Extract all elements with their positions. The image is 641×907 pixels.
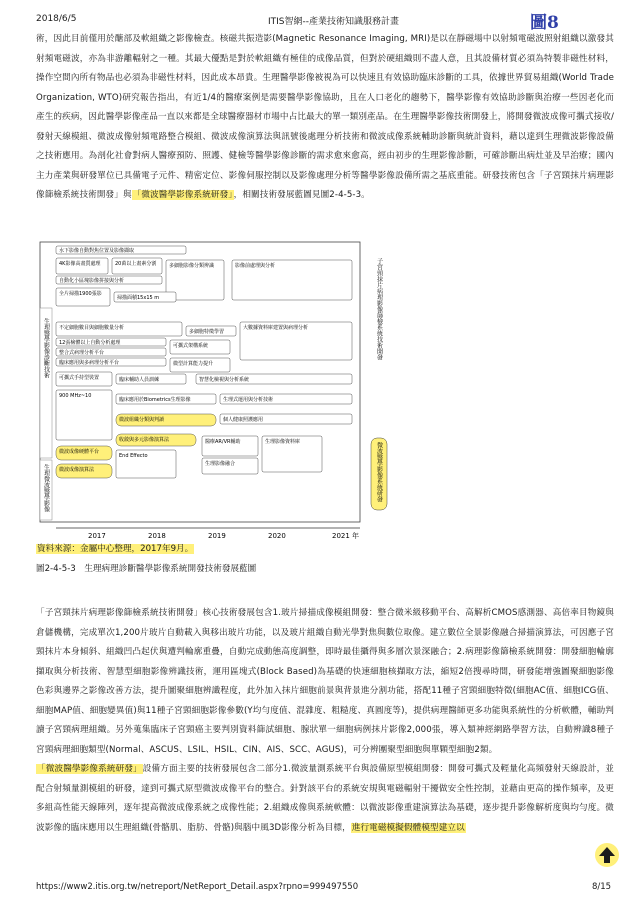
- roadmap-box-label: End Effecto: [119, 453, 148, 459]
- roadmap-box-label: 整合式病理分析平台: [59, 350, 105, 356]
- roadmap-box-label: 生理式運用與分析技術: [223, 397, 274, 403]
- year-label: 2018: [148, 532, 166, 540]
- right-label-bottom: 微波醫學影像系統研發: [375, 442, 383, 502]
- roadmap-box-label: 掃描面積15x15 m: [117, 295, 160, 301]
- header-date: 2018/6/5: [36, 14, 77, 24]
- roadmap-box-label: 可攜式架構系統: [173, 343, 209, 349]
- page-number: 8/15: [592, 882, 612, 892]
- roadmap-box-label: 12張檢體以上自動分析處理: [59, 340, 121, 346]
- roadmap-box-label: 大數據資料庫建置與病理分析: [243, 325, 309, 331]
- p2-highlight: 「微波醫學影像系統研發」: [37, 764, 142, 774]
- roadmap-box-label: 臨床應用與多病理分析平台: [59, 360, 120, 366]
- roadmap-box-label: 微波組織分類與判讀: [119, 417, 165, 423]
- roadmap-box-label: 收斂與多元影像演算法: [119, 437, 170, 443]
- p2-text: 設備方面主要的技術發展包含二部分1.微波量測系統平台與設備原型模組開發：開發可攜式及輕量化高頻發射天線設計，並配合射頻量測模組的研發，達到可攜式原型微波成像平台的整合。針對該平台的系統安規與電磁輻射干擾做安全性控制，並藉由更高的操作頻率，及更多組高性能天線陣列，逐年提高微波成像系統之成像性能；2.組織成像與系統軟體：以微波影像重建演算法為基礎，逐步提升影像解析度與均勻度。微波影像的臨床應用以生理組織(骨骼肌、脂肪、骨骼)與腦中風3D影像分析為目標，: [36, 764, 615, 833]
- year-label: 2021 年: [332, 532, 360, 540]
- left-label-1: 生理醫學影像診斷技術: [42, 318, 50, 378]
- p2-tail: 進行電磁模擬假體模型建立以: [351, 822, 465, 833]
- roadmap-box-label: 900 MHz~10: [59, 393, 92, 399]
- figure-mark: 圖8: [530, 13, 559, 33]
- roadmap-box-label: 影像前處理與分析: [235, 263, 276, 269]
- roadmap-box-label: 多細胞特徵學習: [189, 329, 225, 335]
- roadmap-box-label: 可攜式手持型裝置: [59, 375, 100, 381]
- roadmap-svg: [36, 238, 396, 540]
- roadmap-box-label: 水下影像自動對焦位置及影像擷取: [59, 248, 135, 254]
- left-label-2: 生理微波醫學影像: [42, 464, 50, 512]
- roadmap-box-label: 生理影像資料庫: [265, 439, 301, 445]
- header-org: ITIS智網--產業技術知識服務計畫: [268, 17, 400, 27]
- intro-text: 術，因此目前僅用於醣部及軟組織之影像檢查。核磁共振造影(Magnetic Resonance Imaging, MRI)是以在靜磁場中以射頻電磁波照射組織以激發其射頻電磁波，亦為非游離輻射之一種。其最大優點是對於軟組織有極佳的成像品質，但對於硬組織則不盡人意，且其設備材質必須為特製非磁性材料，操作空間內所有物品也必須為非磁性材料，因此成本昂貴。生理醫學影像被視為可以快速且有效協助臨床診斷的工具，依據世界貿易組織(World Trade Organization, WTO)研究報告指出，有近1/4的醫療案例是需要醫學影像協助，且在人口老化的趨勢下，醫學影像有效協助診斷與治療一些因老化而產生的疾病，因此醫學影像產品一直以來都是全球醫療器材市場中占比最大的單一類別產品。在生理醫學影像技術開發上，將開發微波成像可攜式接收/發射天線模組、微波成像射頻電路整合模組、微波成像演算法與訊號後處理分析技術和微波成像系統輔助診斷與統計資料，藉以達到生理微波影像設備之技術應用。為剖化社會對病人醫療預防、照護、健檢等醫學影像診斷的需求愈來愈高，經由初步的生理影像診斷，可確診斷出病灶並及早治療；國內主力產業與研發單位已具備電子元件、精密定位、影像伺服控制以及影像處理分析等醫學影像設備所需之基底重能。研發技術包含「子宮頸抹片病理影像篩檢系統技術開發」與: [36, 34, 614, 200]
- roadmap-box-label: 不定細胞數目與細胞數量分析: [59, 325, 125, 331]
- footer-url[interactable]: https://www2.itis.org.tw/netreport/NetReport_Detail.aspx?rpno=999497550: [36, 882, 359, 892]
- roadmap-box-label: 生理影像融合: [205, 461, 236, 467]
- body-paragraph-2: [36, 760, 614, 838]
- roadmap-box-label: 醫療AR/VR輔助: [205, 439, 241, 445]
- year-label: 2020: [268, 532, 286, 540]
- roadmap-box-label: 4K影像高畫質處理: [59, 261, 101, 267]
- roadmap-box-label: 智慧化檢視與分析系統: [199, 377, 250, 383]
- figure-source: [36, 542, 194, 554]
- roadmap-box-label: 臨床輔助人員訓練: [119, 377, 160, 383]
- figure-caption: 圖2-4-5-3 生理病理診斷醫學影像系統開發技術發展藍圖: [36, 564, 257, 574]
- right-label-top: 子宮頸抹片病理影像篩檢系統技術開發: [375, 258, 383, 360]
- roadmap-box-label: 自動化小區塊影像拼接與分析: [59, 278, 125, 284]
- roadmap-box-label: 微波成像硬體平台: [59, 449, 100, 455]
- intro-paragraph: [36, 30, 614, 206]
- roadmap-box-label: 臨床應用於Biometrics生理影像: [119, 397, 191, 403]
- roadmap-box-label: 多細胞影像分類辨識: [169, 263, 215, 269]
- roadmap-box-label: 20萬以上畫素分割: [115, 261, 157, 267]
- roadmap-box-label: 微型計算能力提升: [173, 361, 214, 367]
- year-label: 2017: [88, 532, 106, 540]
- roadmap-box-label: 個人健康照護應用: [223, 417, 264, 423]
- source-text: 資料來源：金屬中心整理，2017年9月。: [37, 544, 194, 554]
- page-header: [0, 8, 641, 33]
- intro-highlight: 「微波醫學影像系統研發」: [132, 190, 233, 200]
- year-label: 2019: [208, 532, 226, 540]
- roadmap-box-label: 全片掃描1900張影: [59, 291, 102, 297]
- scroll-up-icon[interactable]: [594, 842, 620, 868]
- roadmap-box-label: 微波成像演算法: [59, 467, 95, 473]
- body-paragraph-1: 「子宮頸抹片病理影像篩檢系統技術開發」核心技術發展包含1.玻片掃描成像模組開發：整合微米級移動平台、高解析CMOS感測器、高倍率目物鏡與倉儲機構，完成單次1,200片玻片自動載入與移出玻片功能，以及玻片組織自動光學對焦與數位取像。建立數位全景影像融合掃描演算法，可因應子宮頸抹片本身傾斜、組織凹凸起伏與遭判輪廓重疊，自動完成動態高度調整，即時最佳攝得與多層次景深融合；2.病理影像篩檢系統開發：開發細胞輪廓擷取與分析技術、智慧型細胞影像辨識技術，運用區塊式(Block Based)為基礎的快速細胞核擷取方法，縮短2倍搜尋時間，研發能增強圖聚細胞影像色彩與邊界之影像改善方法，提升圖聚細胞辨識程度，此外加入抹片細胞前景與背景進分割功能，搭配11種子宮頸細胞特徵(細胞AC值、細胞ICG值、細胞MAP值、細胞變異值)與11種子宮頸細胞影像參數(Y均勻度值、混雜度、粗糙度、真圓度等)，提供病理醫師更多功能與系統性的分析軟體，輔助判讀子宮頸病理組織。另外蒐集臨床子宮頸癌主要判別資料篩試細胞、腺狀單一細胞病例抹片影像2,000張，導入類神經網路學習方法，自動辨識8種子宮頸病理細胞類型(Normal、ASCUS、LSIL、HSIL、CIN、AIS、SCC、AGUS)，可分辨團聚型細胞與單顆型細胞2類。: [36, 608, 614, 755]
- roadmap-figure: [36, 238, 396, 540]
- intro-text-end: ，相關技術發展藍圖見圖2-4-5-3。: [233, 190, 370, 200]
